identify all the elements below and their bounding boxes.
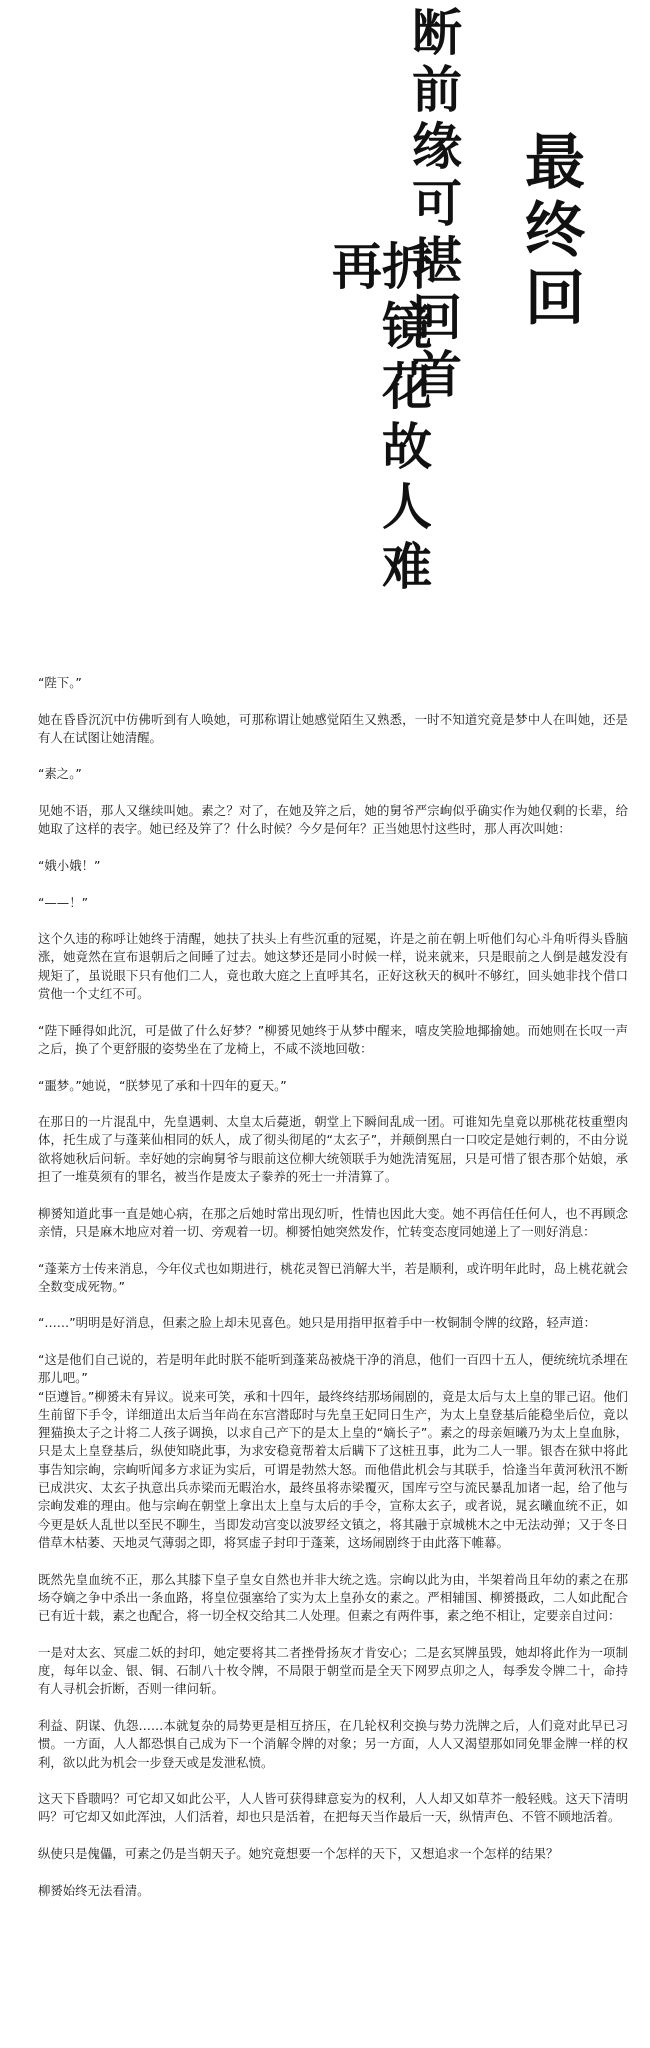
title-area xyxy=(0,0,650,640)
paragraph: 利益、阴谋、仇怨……本就复杂的局势更是相互挤压，在几轮权利交换与势力洗牌之后，人们竟对此早已习惯。一方面，人人都恐惧自己成为下一个消解令牌的对象；另一方面，人人又渴望那如同免罪金牌一样的权利，欲以此为机会一步登天或是发泄私愤。 xyxy=(38,1717,628,1770)
paragraph: “蓬莱方士传来消息，今年仪式也如期进行，桃花灵智已消解大半，若是顺利，或许明年此时，岛上桃花就会全数变成死物。” xyxy=(38,1260,628,1294)
paragraph: 这个久违的称呼让她终于清醒，她扶了扶头上有些沉重的冠冕，许是之前在朝上听他们勾心斗角听得头昏脑涨，她竟然在宣布退朝后之间睡了过去。她这梦还是同小时候一样，说来就来，只是眼前之人倒是越发没有规矩了，虽说眼下只有他们二人，竟也敢大庭之上直呼其名，正好这秋天的枫叶不够红，回头她非找个借口赏他一个丈红不可。 xyxy=(38,931,628,1002)
paragraph: 一是对太玄、冥虚二妖的封印，她定要将其二者挫骨扬灰才肯安心；二是玄冥牌虽毁，她却将此作为一项制度，每年以金、银、铜、石制八十枚令牌，不局限于朝堂而是全天下网罗点卯之人，每季发令牌二十，命持有人寻机会折断，否则一律问斩。 xyxy=(38,1644,628,1697)
paragraph: “素之。” xyxy=(38,766,82,782)
paragraph: “噩梦。”她说，“朕梦见了承和十四年的夏天。” xyxy=(38,1077,287,1093)
paragraph: “娥小娥！” xyxy=(38,857,101,873)
paragraph: 柳赟知道此事一直是她心病，在那之后她时常出现幻听，性情也因此大变。她不再信任任何人，也不再顾念亲情，只是麻木地应对着一切、旁观着一切。柳赟怕她突然发作，忙转变态度同她递上了一则好消息： xyxy=(38,1205,628,1239)
title-couplet-first: 断前缘可堪回首 xyxy=(404,6,463,405)
story-body xyxy=(38,674,628,1918)
paragraph: 这天下昏聩吗？可它却又如此公平，人人皆可获得肆意妄为的权利，人人却又如草芥一般轻贱。这天下清明吗？可它却又如此浑浊，人们活着，却也只是活着，在把每天当作最后一天，纵情声色、不管不顾地活着。 xyxy=(38,1791,628,1825)
paragraph: “陛下睡得如此沉，可是做了什么好梦？”柳赟见她终于从梦中醒来，嘻皮笑脸地揶揄她。而她则在长叹一声之后，换了个更舒服的姿势坐在了龙椅上，不咸不淡地回敬： xyxy=(38,1022,628,1056)
paragraph: “这是他们自己说的，若是明年此时朕不能听到蓬莱岛被烧干净的消息，他们一百四十五人，便统统坑杀埋在那儿吧。” “臣遵旨。”柳赟未有异议。说来可笑，承和十四年，最终终结那场闹剧的，竟是太后与太上皇的罪己诏。他们生前留下手令，详细道出太后当年尚在东宫潜邸时与先皇王妃同日生产，为太上皇登基后能稳坐后位，竟以狸猫换太子之计将二人孩子调换，以求自己产下的是太上皇的“嫡长子”。素之的母亲姮曦乃为太上皇血脉，只是太上皇登基后，纵使知晓此事，为求安稳竟帮着太后瞒下了这桩丑事，此为二人一罪。银杏在狱中将此事告知宗峋，宗峋听闻多方求证为实后，可谓是勃然大怒。而他借此机会与其联手，恰逢当年黄河秋汛不断已成洪灾、太玄子执意出兵赤梁而无暇治水，最终虽将赤梁覆灭，国库亏空与流民暴乱加诸一起，给了他与宗峋发难的理由。他与宗峋在朝堂上拿出太上皇与太后的手令，宣称太玄子，或者说，晁玄曦血统不正，如今更是妖人乱世以至民不聊生，当即发动宫变以波罗经文镇之，将其融于京城桃木之中无法动弹；又于冬日借草木枯萎、天地灵气薄弱之即，将冥虚子封印于蓬莱，这场闹剧终于由此落下帷幕。 xyxy=(38,1351,628,1550)
paragraph: 她在昏昏沉沉中仿佛听到有人唤她，可那称谓让她感觉陌生又熟悉，一时不知道究竟是梦中人在叫她，还是有人在试图让她清醒。 xyxy=(38,711,628,745)
paragraph: “陛下。” xyxy=(38,675,82,690)
paragraph: “——！” xyxy=(38,894,89,910)
paragraph: 既然先皇血统不正，那么其膝下皇子皇女自然也并非大统之选。宗峋以此为由，半架着尚且年幼的素之在那场夺嫡之争中杀出一条血路，将皇位强塞给了实为太上皇孙女的素之。严相辅国、柳赟摄政，二人如此配合已有近十载，素之也配合，将一切全权交给其二人处理。但素之有两件事，素之绝不相让，定要亲自过问： xyxy=(38,1571,628,1624)
paragraph: 在那日的一片混乱中，先皇遇刺、太皇太后薨逝，朝堂上下瞬间乱成一团。可谁知先皇竟以那桃花枝重塑肉体，托生成了与蓬莱仙相同的妖人，成了彻头彻尾的“太玄子”，并颠倒黑白一口咬定是她行刺的，不由分说欲将她秋后问斩。幸好她的宗峋舅爷与眼前这位柳大统领联手为她洗清冤屈，只是可惜了银杏那个姑娘，承担了一堆莫须有的罪名，被当作是废太子豢养的死士一并清算了。 xyxy=(38,1114,628,1185)
paragraph: 见她不语，那人又继续叫她。素之？对了，在她及笄之后，她的舅爷严宗峋似乎确实作为她仅剩的长辈，给她取了这样的表字。她已经及笄了？什么时候？今夕是何年？正当她思忖这些时，那人再次叫她： xyxy=(38,803,628,837)
title-couplet-second: 折镜花故人难再 xyxy=(324,240,433,600)
paragraph: “……”明明是好消息，但素之脸上却未见喜色。她只是用指甲抠着手中一枚铜制令牌的纹路，轻声道： xyxy=(38,1315,597,1331)
paragraph: 纵使只是傀儡，可素之仍是当朝天子。她究竟想要一个怎样的天下，又想追求一个怎样的结果？ xyxy=(38,1846,559,1861)
paragraph: 柳赟始终无法看清。 xyxy=(38,1882,150,1898)
chapter-title: 最终回 xyxy=(515,130,585,334)
